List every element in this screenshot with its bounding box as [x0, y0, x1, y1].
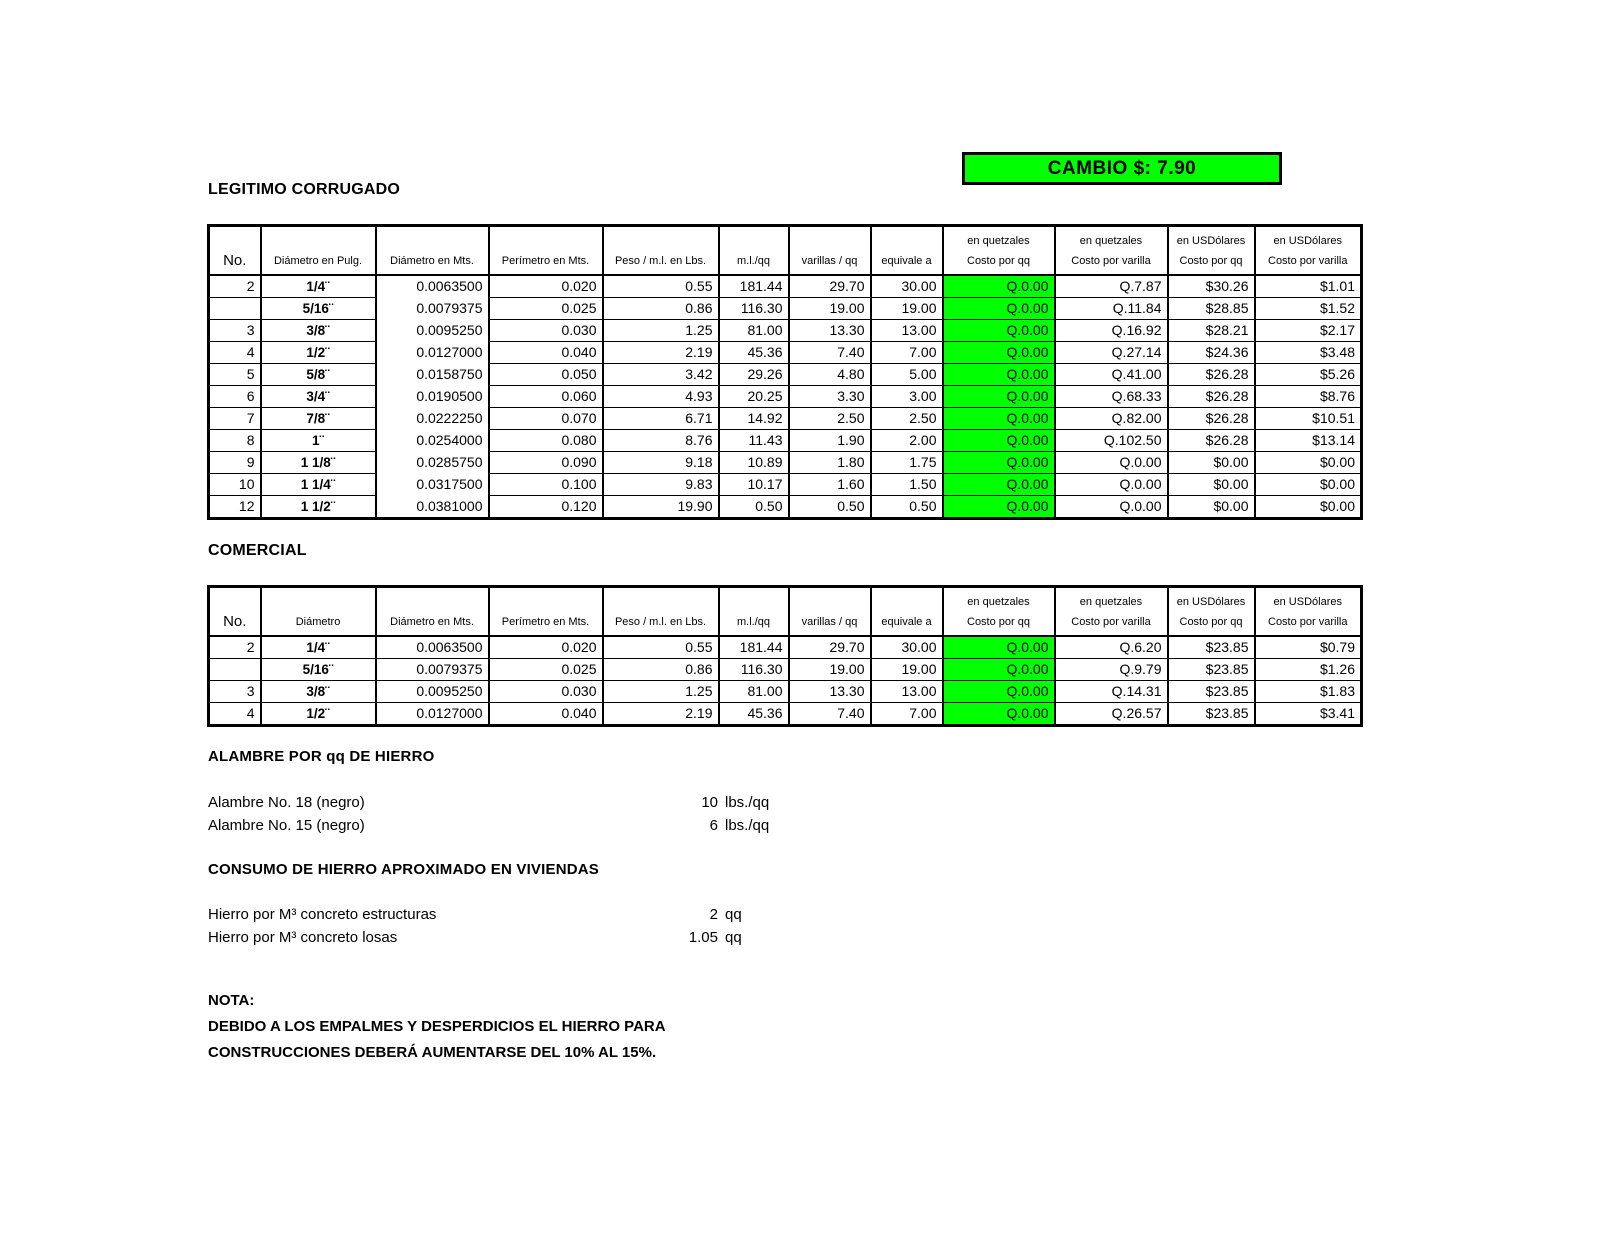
cell: $0.00	[1255, 496, 1362, 519]
table-row	[209, 681, 1362, 703]
costo-por-qq-input-cell[interactable]: Q.0.00	[943, 703, 1055, 726]
cell: Q.6.20	[1055, 636, 1168, 659]
consumo-item-label: Hierro por M³ concreto losas	[208, 929, 398, 946]
cell: $3.48	[1255, 342, 1362, 364]
cell: 6	[209, 386, 261, 408]
cell: 14.92	[719, 408, 789, 430]
cell: 19.00	[871, 659, 943, 681]
cell: 116.30	[719, 298, 789, 320]
cell: 13.30	[789, 681, 871, 703]
cell: 5.00	[871, 364, 943, 386]
cell: 1.75	[871, 452, 943, 474]
cell: 0.0222250	[376, 408, 489, 430]
cell: 13.30	[789, 320, 871, 342]
cell: 0.50	[789, 496, 871, 519]
column-header: Diámetro	[261, 587, 376, 637]
cell: $0.00	[1255, 474, 1362, 496]
cell: Q.9.79	[1055, 659, 1168, 681]
cell: 3/4¨	[261, 386, 376, 408]
consumo-item	[208, 903, 742, 926]
cell: 5/16¨	[261, 298, 376, 320]
column-header: en quetzales Costo por varilla	[1055, 587, 1168, 637]
cell: $0.00	[1255, 452, 1362, 474]
cell: 6.71	[603, 408, 719, 430]
column-header: No.	[209, 226, 261, 276]
cell: 0.030	[489, 320, 603, 342]
table-row	[209, 386, 1362, 408]
cell: Q.7.87	[1055, 275, 1168, 298]
table-row	[209, 636, 1362, 659]
cell: 1¨	[261, 430, 376, 452]
costo-por-qq-input-cell[interactable]: Q.0.00	[943, 636, 1055, 659]
column-header: en quetzales Costo por qq	[943, 226, 1055, 276]
cell: $23.85	[1168, 681, 1255, 703]
column-header: en USDólares Costo por qq	[1168, 587, 1255, 637]
cell: 0.0254000	[376, 430, 489, 452]
cell: 3	[209, 681, 261, 703]
costo-por-qq-input-cell[interactable]: Q.0.00	[943, 342, 1055, 364]
cell: $1.26	[1255, 659, 1362, 681]
cell: Q.82.00	[1055, 408, 1168, 430]
cell: 4	[209, 342, 261, 364]
cell: $28.85	[1168, 298, 1255, 320]
cell: 1.80	[789, 452, 871, 474]
cell: $13.14	[1255, 430, 1362, 452]
cell: $3.41	[1255, 703, 1362, 726]
cell: 0.0285750	[376, 452, 489, 474]
legitimo-table	[207, 224, 1363, 520]
cell: 19.00	[789, 298, 871, 320]
cell: 19.90	[603, 496, 719, 519]
alambre-item	[208, 791, 769, 814]
cell: 4	[209, 703, 261, 726]
cell: $1.52	[1255, 298, 1362, 320]
cell: Q.0.00	[1055, 452, 1168, 474]
cell: Q.41.00	[1055, 364, 1168, 386]
column-header: equivale a	[871, 226, 943, 276]
cell: 20.25	[719, 386, 789, 408]
cell: 1.90	[789, 430, 871, 452]
table-row	[209, 474, 1362, 496]
costo-por-qq-input-cell[interactable]: Q.0.00	[943, 298, 1055, 320]
table-row	[209, 364, 1362, 386]
cell: 9	[209, 452, 261, 474]
cell: 116.30	[719, 659, 789, 681]
cell: 0.025	[489, 659, 603, 681]
cell: Q.26.57	[1055, 703, 1168, 726]
cell: 0.100	[489, 474, 603, 496]
consumo-title: CONSUMO DE HIERRO APROXIMADO EN VIVIENDAS	[208, 861, 600, 878]
cell: 0.040	[489, 342, 603, 364]
column-header: Diámetro en Mts.	[376, 587, 489, 637]
cell: 8.76	[603, 430, 719, 452]
cell: 0.050	[489, 364, 603, 386]
cell: 1/2¨	[261, 342, 376, 364]
table-row	[209, 703, 1362, 726]
column-header: varillas / qq	[789, 226, 871, 276]
consumo-list	[208, 903, 742, 949]
cell: 0.50	[719, 496, 789, 519]
cell: 5	[209, 364, 261, 386]
cell: 0.0063500	[376, 636, 489, 659]
cell: 7.00	[871, 342, 943, 364]
table-row	[209, 298, 1362, 320]
cell: 3.00	[871, 386, 943, 408]
cell: Q.0.00	[1055, 474, 1168, 496]
cell: Q.102.50	[1055, 430, 1168, 452]
cell: 81.00	[719, 681, 789, 703]
alambre-item	[208, 814, 769, 837]
column-header: m.l./qq	[719, 226, 789, 276]
cell: 0.0158750	[376, 364, 489, 386]
cell: $30.26	[1168, 275, 1255, 298]
column-header: en USDólares Costo por varilla	[1255, 226, 1362, 276]
cell: 19.00	[789, 659, 871, 681]
column-header: No.	[209, 587, 261, 637]
cell: 181.44	[719, 636, 789, 659]
cell: 29.26	[719, 364, 789, 386]
cell: $26.28	[1168, 408, 1255, 430]
cell: 1 1/8¨	[261, 452, 376, 474]
cell: Q.0.00	[1055, 496, 1168, 519]
header-row	[209, 226, 1362, 276]
column-header: en USDólares Costo por varilla	[1255, 587, 1362, 637]
consumo-item-label: Hierro por M³ concreto estructuras	[208, 906, 437, 923]
cell: 0.55	[603, 636, 719, 659]
cell: 0.0095250	[376, 681, 489, 703]
cell: $0.79	[1255, 636, 1362, 659]
cell: Q.11.84	[1055, 298, 1168, 320]
cell: 7.40	[789, 342, 871, 364]
cell: 1.60	[789, 474, 871, 496]
cell: 0.090	[489, 452, 603, 474]
cell: 9.83	[603, 474, 719, 496]
cell: 10.17	[719, 474, 789, 496]
cell: 0.0127000	[376, 703, 489, 726]
cell: 0.50	[871, 496, 943, 519]
cell: 0.55	[603, 275, 719, 298]
cambio-rate-box[interactable]: CAMBIO $: 7.90	[962, 152, 1282, 185]
cell: 2	[209, 636, 261, 659]
cell: $0.00	[1168, 452, 1255, 474]
consumo-item-unit: qq	[725, 929, 742, 946]
cell: $28.21	[1168, 320, 1255, 342]
column-header: equivale a	[871, 587, 943, 637]
cell: 10.89	[719, 452, 789, 474]
cell: $0.00	[1168, 474, 1255, 496]
cell: 29.70	[789, 636, 871, 659]
nota-line-2: CONSTRUCCIONES DEBERÁ AUMENTARSE DEL 10% AL 15%.	[208, 1044, 657, 1061]
cell: 0.86	[603, 659, 719, 681]
cell: $23.85	[1168, 659, 1255, 681]
cell: $10.51	[1255, 408, 1362, 430]
column-header: Diámetro en Pulg.	[261, 226, 376, 276]
table-row	[209, 275, 1362, 298]
alambre-list	[208, 791, 769, 837]
column-header: Peso / m.l. en Lbs.	[603, 587, 719, 637]
cell: 3.30	[789, 386, 871, 408]
alambre-item-label: Alambre No. 18 (negro)	[208, 794, 365, 811]
column-header: Perímetro en Mts.	[489, 226, 603, 276]
cell: 0.0079375	[376, 298, 489, 320]
cell: 4.93	[603, 386, 719, 408]
cell: 0.040	[489, 703, 603, 726]
table-row	[209, 659, 1362, 681]
cell: 1/4¨	[261, 275, 376, 298]
cell: 19.00	[871, 298, 943, 320]
nota-line-1: DEBIDO A LOS EMPALMES Y DESPERDICIOS EL HIERRO PARA	[208, 1018, 666, 1035]
cell: 10	[209, 474, 261, 496]
costo-por-qq-input-cell[interactable]: Q.0.00	[943, 320, 1055, 342]
cell: 7/8¨	[261, 408, 376, 430]
alambre-item-unit: lbs./qq	[725, 817, 770, 834]
cell: $1.01	[1255, 275, 1362, 298]
cell: 2.19	[603, 703, 719, 726]
cell: 0.0095250	[376, 320, 489, 342]
cell: 45.36	[719, 703, 789, 726]
cell: 2	[209, 275, 261, 298]
column-header: Peso / m.l. en Lbs.	[603, 226, 719, 276]
costo-por-qq-input-cell[interactable]: Q.0.00	[943, 496, 1055, 519]
cell: 1.50	[871, 474, 943, 496]
costo-por-qq-input-cell[interactable]: Q.0.00	[943, 452, 1055, 474]
cell: Q.68.33	[1055, 386, 1168, 408]
table-row	[209, 320, 1362, 342]
cell: $24.36	[1168, 342, 1255, 364]
cell: 2.00	[871, 430, 943, 452]
table-row	[209, 430, 1362, 452]
cell: 2.50	[789, 408, 871, 430]
column-header: m.l./qq	[719, 587, 789, 637]
cell: 5/8¨	[261, 364, 376, 386]
cell: 1.25	[603, 681, 719, 703]
cell: 0.0063500	[376, 275, 489, 298]
cell: 81.00	[719, 320, 789, 342]
cell: 12	[209, 496, 261, 519]
alambre-item-label: Alambre No. 15 (negro)	[208, 817, 365, 834]
alambre-item-value: 6	[709, 817, 718, 834]
nota-title: NOTA:	[208, 992, 255, 1009]
cell: $23.85	[1168, 636, 1255, 659]
cell	[209, 659, 261, 681]
cell: 4.80	[789, 364, 871, 386]
cell: 0.0317500	[376, 474, 489, 496]
cell: 5/16¨	[261, 659, 376, 681]
cell: Q.16.92	[1055, 320, 1168, 342]
cell: 3	[209, 320, 261, 342]
column-header: en USDólares Costo por qq	[1168, 226, 1255, 276]
cell: $2.17	[1255, 320, 1362, 342]
header-row	[209, 587, 1362, 637]
costo-por-qq-input-cell[interactable]: Q.0.00	[943, 474, 1055, 496]
column-header: Perímetro en Mts.	[489, 587, 603, 637]
cell: $26.28	[1168, 364, 1255, 386]
cell: $26.28	[1168, 386, 1255, 408]
cell: 0.0190500	[376, 386, 489, 408]
cell: 0.0127000	[376, 342, 489, 364]
cell: 1/2¨	[261, 703, 376, 726]
cell: $23.85	[1168, 703, 1255, 726]
cell: 9.18	[603, 452, 719, 474]
cell: 1 1/4¨	[261, 474, 376, 496]
alambre-title: ALAMBRE POR qq DE HIERRO	[208, 748, 435, 765]
cell: 30.00	[871, 275, 943, 298]
cell: 8	[209, 430, 261, 452]
cell: 3/8¨	[261, 681, 376, 703]
legitimo-table-wrap	[207, 224, 1363, 520]
cell: 0.020	[489, 636, 603, 659]
cell	[209, 298, 261, 320]
cell: 11.43	[719, 430, 789, 452]
cell: 13.00	[871, 681, 943, 703]
cell: $0.00	[1168, 496, 1255, 519]
cell: 7.00	[871, 703, 943, 726]
cell: 0.030	[489, 681, 603, 703]
cell: $5.26	[1255, 364, 1362, 386]
cell: 29.70	[789, 275, 871, 298]
cell: 7.40	[789, 703, 871, 726]
costo-por-qq-input-cell[interactable]: Q.0.00	[943, 275, 1055, 298]
costo-por-qq-input-cell[interactable]: Q.0.00	[943, 430, 1055, 452]
cell: Q.27.14	[1055, 342, 1168, 364]
cell: 0.080	[489, 430, 603, 452]
costo-por-qq-input-cell[interactable]: Q.0.00	[943, 364, 1055, 386]
cell: 3.42	[603, 364, 719, 386]
cell: 0.025	[489, 298, 603, 320]
column-header: varillas / qq	[789, 587, 871, 637]
costo-por-qq-input-cell[interactable]: Q.0.00	[943, 408, 1055, 430]
table-row	[209, 342, 1362, 364]
cell: 1/4¨	[261, 636, 376, 659]
cell: 1.25	[603, 320, 719, 342]
cell: 1 1/2¨	[261, 496, 376, 519]
column-header: en quetzales Costo por qq	[943, 587, 1055, 637]
costo-por-qq-input-cell[interactable]: Q.0.00	[943, 386, 1055, 408]
consumo-item-unit: qq	[725, 906, 742, 923]
comercial-table-wrap	[207, 585, 1363, 727]
cell: 0.0381000	[376, 496, 489, 519]
cell: 181.44	[719, 275, 789, 298]
alambre-item-value: 10	[701, 794, 718, 811]
column-header: Diámetro en Mts.	[376, 226, 489, 276]
cell: $1.83	[1255, 681, 1362, 703]
cell: 3/8¨	[261, 320, 376, 342]
cell: 45.36	[719, 342, 789, 364]
cell: $8.76	[1255, 386, 1362, 408]
consumo-item-value: 2	[709, 906, 718, 923]
consumo-item-value: 1.05	[688, 929, 718, 946]
table-row	[209, 496, 1362, 519]
comercial-title: COMERCIAL	[208, 542, 307, 559]
cell: 0.070	[489, 408, 603, 430]
cell: 0.0079375	[376, 659, 489, 681]
nota-block	[208, 988, 666, 1066]
cell: Q.14.31	[1055, 681, 1168, 703]
cell: 30.00	[871, 636, 943, 659]
alambre-item-unit: lbs./qq	[725, 794, 770, 811]
table-row	[209, 408, 1362, 430]
cell: 2.19	[603, 342, 719, 364]
cell: $26.28	[1168, 430, 1255, 452]
costo-por-qq-input-cell[interactable]: Q.0.00	[943, 659, 1055, 681]
table-row	[209, 452, 1362, 474]
cell: 0.020	[489, 275, 603, 298]
cell: 2.50	[871, 408, 943, 430]
cell: 0.86	[603, 298, 719, 320]
cell: 7	[209, 408, 261, 430]
cell: 0.060	[489, 386, 603, 408]
costo-por-qq-input-cell[interactable]: Q.0.00	[943, 681, 1055, 703]
consumo-item	[208, 926, 742, 949]
cell: 0.120	[489, 496, 603, 519]
comercial-table	[207, 585, 1363, 727]
column-header: en quetzales Costo por varilla	[1055, 226, 1168, 276]
legitimo-title: LEGITIMO CORRUGADO	[208, 181, 401, 198]
cell: 13.00	[871, 320, 943, 342]
